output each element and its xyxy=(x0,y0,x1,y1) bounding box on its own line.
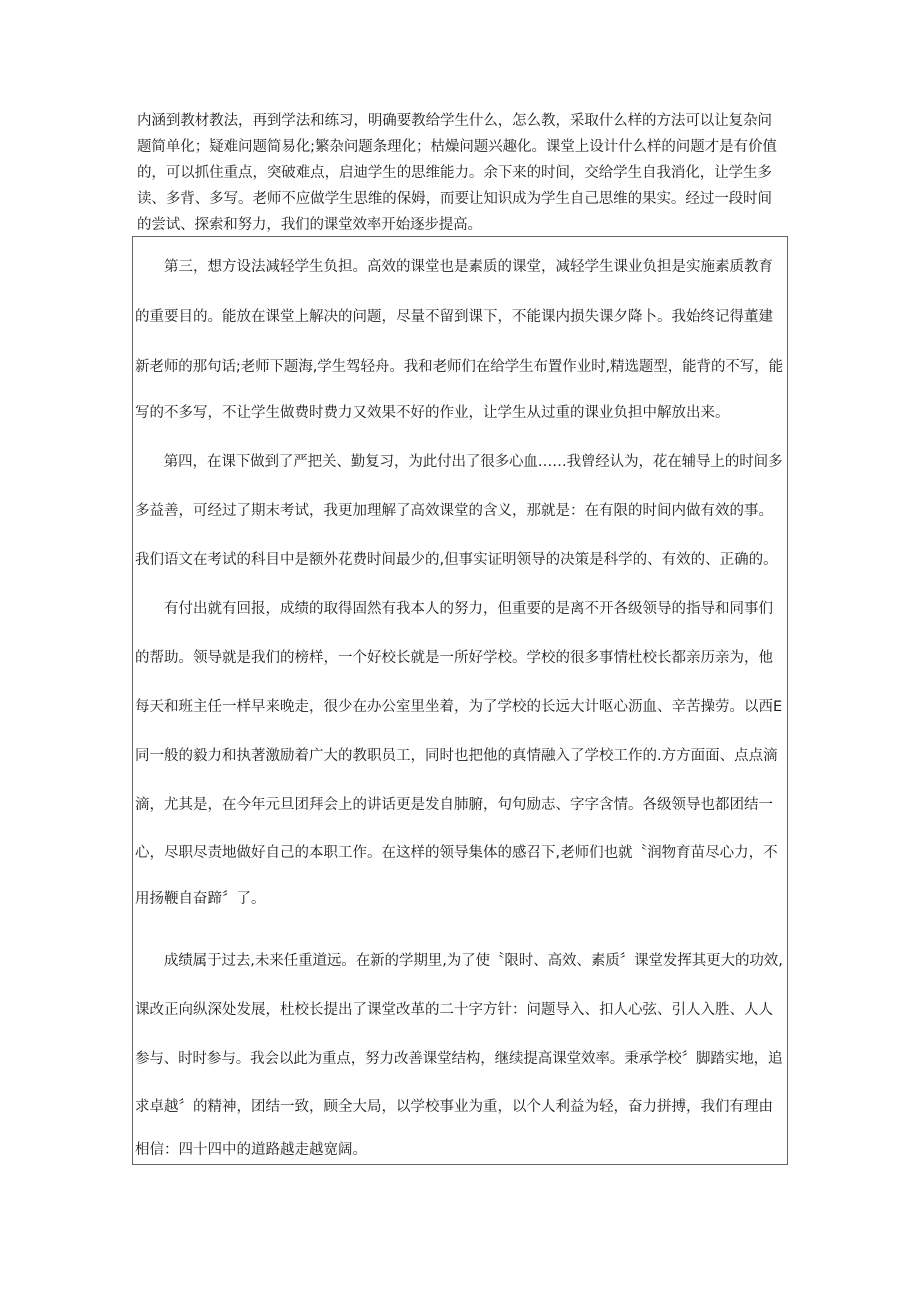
text-line: 我们语文在考试的科目中是额外花费时间最少的,但事实证明领导的决策是科学的、有效的、正确的。 xyxy=(135,552,778,568)
text-line: 相信：四十四中的道路越走越宽阔。 xyxy=(135,1142,367,1158)
text-line: 每天和班主任一样早来晚走，很少在办公室里坐着，为了学校的长远大计呕心沥血、辛苦操劳。以西E xyxy=(135,699,783,715)
text-line: 用扬鞭自奋蹄〞了。 xyxy=(135,891,266,907)
text-line: 多益善，可经过了期末考试，我更加理解了高效课堂的含义，那就是：在有限的时间内做有效的事。 xyxy=(135,503,773,519)
text-line: 的，可以抓住重点，突破难点，启迪学生的思维能力。余下来的时间，交给学生自我消化，让学生多 xyxy=(137,165,772,181)
intro-paragraph xyxy=(137,108,792,238)
text-line: 读、多背、多写。老师不应做学生思维的保姆，而要让知识成为学生自己思维的果实。经过一段时间 xyxy=(137,191,772,207)
text-line: 成绩属于过去,未来任重道远。在新的学期里,为了使〝限时、高效、素质〞课堂发挥其更大的功效, xyxy=(135,953,783,969)
text-line: 写的不多写，不让学生做费时费力又效果不好的作业，让学生从过重的课业负担中解放出来。 xyxy=(135,405,730,421)
text-line: 滴，尤其是，在今年元旦团拜会上的讲话更是发自肺腑，句句励志、字字含情。各级领导也都团结一 xyxy=(135,797,773,813)
text-line: 求卓越〞的精神，团结一致，顾全大局，以学校事业为重，以个人利益为轻，奋力拼搏，我们有理由 xyxy=(135,1099,773,1115)
bordered-text-box xyxy=(132,236,788,1165)
text-line: 课改正向纵深处发展，杜校长提出了课堂改革的二十字方针：问题导入、扣人心弦、引人入胜、人人 xyxy=(135,1002,773,1018)
text-line: 第三，想方设法减轻学生负担。高效的课堂也是素质的课堂，减轻学生课业负担是实施素质教育 xyxy=(135,259,773,275)
text-line: 题简单化；疑难问题简易化;繁杂问题条理化；枯燥问题兴趣化。课堂上设计什么样的问题才是有价值 xyxy=(137,139,777,155)
text-line: 参与、时时参与。我会以此为重点，努力改善课堂结构，继续提高课堂效率。秉承学校〞脚踏实地，追 xyxy=(135,1051,783,1067)
text-line: 新老师的那句话;老师下题海,学生驾轻舟。我和老师们在给学生布置作业时,精选题型，能背的不写，能 xyxy=(135,359,784,375)
text-line: 内涵到教材教法，再到学法和练习，明确要教给学生什么，怎么教，采取什么样的方法可以让复杂问 xyxy=(137,113,772,129)
text-line: 的帮助。领导就是我们的榜样，一个好校长就是一所好学校。学校的很多事情杜校长都亲历亲为，他 xyxy=(135,650,773,666)
text-line: 同一般的毅力和执著激励着广大的教职员工，同时也把他的真情融入了学校工作的.方方面面、点点滴 xyxy=(135,748,778,764)
text-line: 的重要目的。能放在课堂上解决的问题，尽量不留到课下，不能课内损失课夕降卜。我始终记得董建 xyxy=(135,309,773,325)
text-line: 有付出就有回报，成绩的取得固然有我本人的努力，但重要的是离不开各级领导的指导和同事们 xyxy=(135,601,773,617)
text-line: 第四，在课下做到了严把关、勤复习，为此付出了很多心血……我曾经认为，花在辅导上的时间多 xyxy=(135,454,783,470)
text-line: 心，尽职尽责地做好自己的本职工作。在这样的领导集体的感召下,老师们也就〝润物育苗尽心力，不 xyxy=(135,845,778,861)
text-line: 的尝试、探索和努力，我们的课堂效率开始逐步提高。 xyxy=(137,217,482,233)
